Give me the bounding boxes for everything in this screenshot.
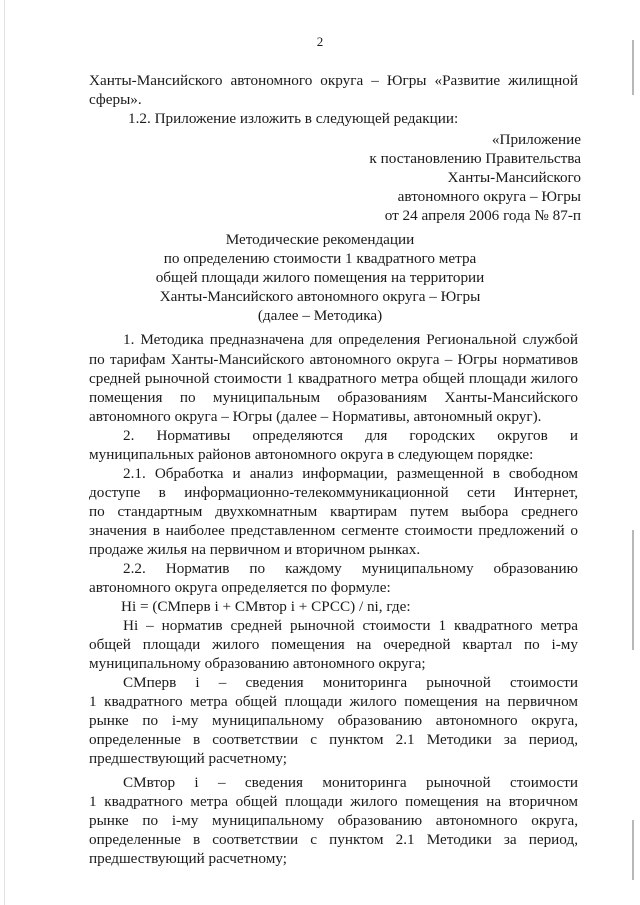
text-line: 1 квадратного метра общей площади жилого помещения на вторичном: [89, 793, 578, 810]
section-title-line: Ханты-Мансийского автономного округа – Югры: [159, 288, 481, 305]
text-line: Hi – норматив средней рыночной стоимости 1 квадратного метра: [123, 617, 578, 634]
text-line: сферы».: [89, 91, 142, 108]
scan-edge-left: [4, 0, 5, 905]
scan-mark: [632, 820, 634, 880]
text-line: средней рыночной стоимости 1 квадратного метра общей площади жилого: [89, 370, 578, 387]
text-line: рынке по i-му муниципальному образованию автономного округа,: [89, 712, 578, 729]
text-line: муниципальному образованию автономного округа;: [89, 655, 426, 672]
formula: Hi = (СМперв i + СМвтор i + СРСС) / ni, где:: [121, 598, 411, 615]
page-number: 2: [316, 34, 324, 49]
section-title-line: общей площади жилого помещения на территории: [155, 269, 485, 286]
text-line: 2.2. Норматив по каждому муниципальному образованию: [123, 560, 578, 577]
text-line: предшествующий расчетному;: [89, 750, 287, 767]
text-line: помещения по муниципальным образованиям Ханты-Мансийского: [89, 389, 578, 406]
text-line: 2.1. Обработка и анализ информации, размещенной в свободном: [123, 465, 578, 482]
text-line: 2. Нормативы определяются для городских округов и: [123, 427, 578, 444]
appendix-header-line: автономного округа – Югры: [397, 188, 581, 205]
text-line: СМвтор i – сведения мониторинга рыночной стоимости: [123, 774, 578, 791]
text-line: предшествующий расчетному;: [89, 850, 287, 867]
text-line: по стандартным двухкомнатным квартирам путем выбора среднего: [89, 503, 578, 520]
text-line: по тарифам Ханты-Мансийского автономного округа – Югры нормативов: [89, 351, 578, 368]
appendix-header-line: к постановлению Правительства: [369, 150, 581, 167]
text-line: продаже жилья на первичном и вторичном рынках.: [89, 541, 421, 558]
text-line: общей площади жилого помещения на очередной квартал по i-му: [89, 636, 578, 653]
text-line: Ханты-Мансийского автономного округа – Югры «Развитие жилищной: [89, 72, 578, 89]
text-line: определенные в соответствии с пунктом 2.1 Методики за период,: [89, 731, 578, 748]
text-line: автономного округа – Югры (далее – Нормативы, автономный округ).: [89, 408, 542, 425]
text-line: муниципальных районов автономного округа в следующем порядке:: [89, 446, 534, 463]
section-title-line: Методические рекомендации: [225, 231, 415, 248]
section-title-line: по определению стоимости 1 квадратного метра: [163, 250, 477, 267]
text-line: СМперв i – сведения мониторинга рыночной стоимости: [123, 674, 578, 691]
text-line: 1 квадратного метра общей площади жилого помещения на первичном: [89, 693, 578, 710]
section-title-line: (далее – Методика): [257, 307, 383, 324]
text-line: рынке по i-му муниципальному образованию автономного округа,: [89, 812, 578, 829]
text-line: 1. Методика предназначена для определения Региональной службой: [123, 331, 578, 348]
text-line: доступе в информационно-телекоммуникационной сети Интернет,: [89, 484, 578, 501]
text-line: значения в наиболее представленном сегменте стоимости предложений о: [89, 522, 578, 539]
text-line: автономного округа определяется по формуле:: [89, 579, 391, 596]
appendix-header-line: Ханты-Мансийского: [447, 169, 581, 186]
scan-mark: [632, 530, 634, 650]
appendix-header-line: от 24 апреля 2006 года № 87-п: [384, 207, 581, 224]
appendix-header-line: «Приложение: [491, 131, 581, 148]
text-line: 1.2. Приложение изложить в следующей редакции:: [128, 110, 459, 127]
text-line: определенные в соответствии с пунктом 2.1 Методики за период,: [89, 831, 578, 848]
